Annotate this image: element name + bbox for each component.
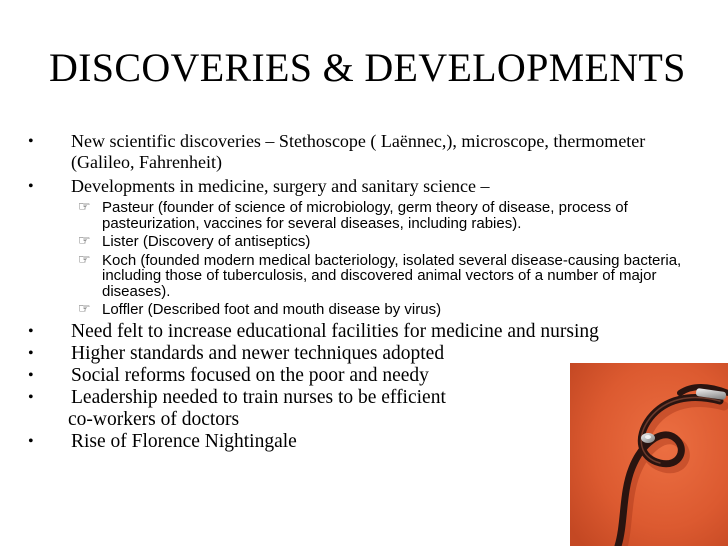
pointing-hand-icon: ☞ [78, 300, 91, 316]
sub-bullet-item [28, 250, 698, 300]
bullet-item [28, 176, 698, 197]
bullet-text: Developments in medicine, surgery and sanitary science – [71, 176, 490, 196]
sub-bullet-item [28, 234, 698, 250]
bullet-item [28, 343, 698, 365]
sub-bullet-item [28, 200, 698, 231]
sub-bullet-text: Loffler (Described foot and mouth disease by virus) [102, 301, 442, 318]
bullet-text: Leadership needed to train nurses to be efficient [71, 386, 446, 408]
sub-bullet-item [28, 302, 698, 318]
slide-title: DISCOVERIES & DEVELOPMENTS [49, 45, 686, 90]
bullet-text: Social reforms focused on the poor and needy [71, 364, 429, 386]
bullet-item [28, 131, 698, 173]
bullet-text: New scientific discoveries – Stethoscope ( Laënnec,), microscope, thermometer (Galileo, Fahrenheit) [71, 131, 646, 172]
stethoscope-photo [570, 363, 728, 546]
sub-bullet-text: Pasteur (founder of science of microbiology, germ theory of disease, process of pasteurization, vaccines for several diseases, including rabies). [102, 199, 628, 232]
bullet-icon: • [28, 344, 34, 362]
bullet-icon: • [28, 388, 34, 406]
sub-bullet-list [28, 200, 698, 318]
bullet-icon: • [28, 366, 34, 384]
pointing-hand-icon: ☞ [78, 232, 91, 248]
sub-bullet-text: Lister (Discovery of antiseptics) [102, 233, 311, 250]
bullet-icon: • [28, 133, 34, 150]
continuation-text: co-workers of doctors [68, 408, 240, 430]
stethoscope-icon [570, 363, 728, 546]
bullet-text: Higher standards and newer techniques adopted [71, 342, 445, 364]
bullet-icon: • [28, 322, 34, 340]
bullet-text: Rise of Florence Nightingale [71, 430, 297, 452]
sub-bullet-text: Koch (founded modern medical bacteriology, isolated several disease-causing bacteria, including those of tuberculosis, and discovered animal vectors of a number of major diseases). [102, 251, 682, 300]
bullet-text: Need felt to increase educational facilities for medicine and nursing [71, 320, 599, 342]
bullet-icon: • [28, 178, 34, 195]
pointing-hand-icon: ☞ [78, 250, 91, 267]
pointing-hand-icon: ☞ [78, 198, 91, 214]
bullet-icon: • [28, 432, 34, 450]
bullet-item [28, 321, 698, 343]
